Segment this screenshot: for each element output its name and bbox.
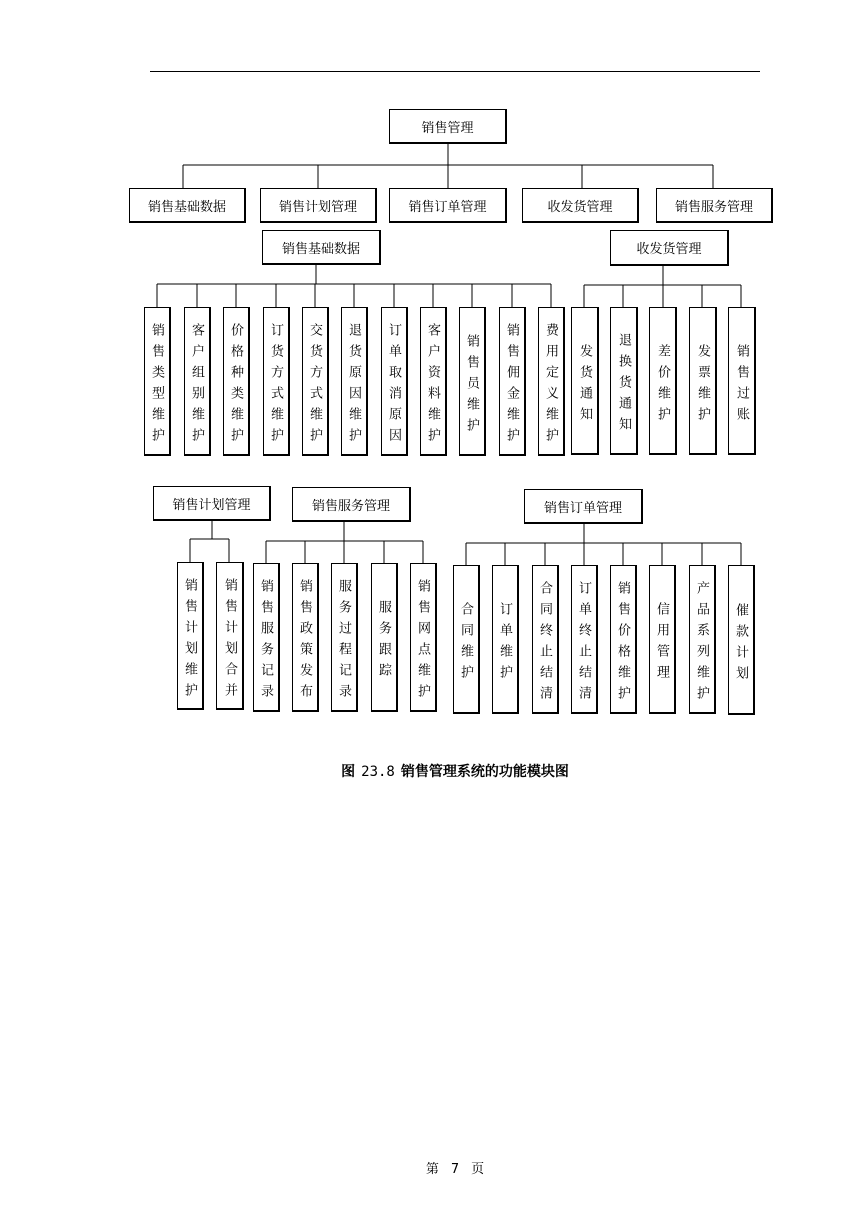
group-title-plan: 销售计划管理: [153, 486, 271, 521]
leaf-service: 销售网点维护: [410, 563, 437, 712]
group-title-service: 销售服务管理: [292, 487, 411, 522]
leaf-basic-data: 销售佣金维护: [499, 307, 526, 456]
leaf-basic-data: 退货原因维护: [341, 307, 368, 456]
leaf-order: 产品系列维护: [689, 565, 716, 714]
leaf-basic-data: 客户组别维护: [184, 307, 211, 456]
leaf-order: 合同维护: [453, 565, 480, 714]
caption-text: 销售管理系统的功能模块图: [400, 764, 569, 780]
caption-prefix: 图: [341, 764, 356, 780]
leaf-order: 催款计划: [728, 565, 755, 715]
level1-basic-data: 销售基础数据: [129, 188, 246, 223]
level1-order: 销售订单管理: [389, 188, 507, 223]
leaf-shipping: 发货通知: [571, 307, 599, 455]
leaf-order: 信用管理: [649, 565, 676, 714]
leaf-shipping: 发票维护: [689, 307, 717, 455]
group-title-basic-data: 销售基础数据: [262, 230, 381, 265]
leaf-shipping: 差价维护: [649, 307, 677, 455]
leaf-order: 订单终止结清: [571, 565, 598, 714]
leaf-service: 服务过程记录: [331, 563, 358, 712]
leaf-basic-data: 销售员维护: [459, 307, 486, 456]
leaf-basic-data: 客户资料维护: [420, 307, 447, 456]
leaf-basic-data: 销售类型维护: [144, 307, 171, 456]
level1-shipping: 收发货管理: [522, 188, 639, 223]
footer-suffix: 页: [471, 1162, 485, 1177]
leaf-basic-data: 费用定义维护: [538, 307, 565, 456]
level1-plan: 销售计划管理: [260, 188, 377, 223]
leaf-service: 服务跟踪: [371, 563, 398, 712]
leaf-plan: 销售计划合并: [216, 562, 244, 710]
caption-number: 23.8: [361, 764, 395, 780]
page-number: 7: [450, 1162, 460, 1177]
level1-service: 销售服务管理: [656, 188, 773, 223]
group-title-order: 销售订单管理: [524, 489, 643, 524]
leaf-service: 销售服务记录: [253, 563, 280, 712]
page-footer: [0, 1158, 868, 1177]
leaf-shipping: 销售过账: [728, 307, 756, 455]
leaf-order: 订单维护: [492, 565, 519, 714]
leaf-shipping: 退换货通知: [610, 307, 638, 455]
group-title-shipping: 收发货管理: [610, 230, 729, 266]
leaf-basic-data: 订货方式维护: [263, 307, 290, 456]
leaf-order: 合同终止结清: [532, 565, 559, 714]
footer-prefix: 第: [425, 1162, 439, 1177]
leaf-service: 销售政策发布: [292, 563, 319, 712]
leaf-basic-data: 价格种类维护: [223, 307, 250, 456]
figure-caption: [0, 761, 868, 781]
leaf-plan: 销售计划维护: [177, 562, 204, 710]
leaf-basic-data: 交货方式维护: [302, 307, 329, 456]
leaf-basic-data: 订单取消原因: [381, 307, 408, 456]
leaf-order: 销售价格维护: [610, 565, 637, 714]
root-node: 销售管理: [389, 109, 507, 144]
